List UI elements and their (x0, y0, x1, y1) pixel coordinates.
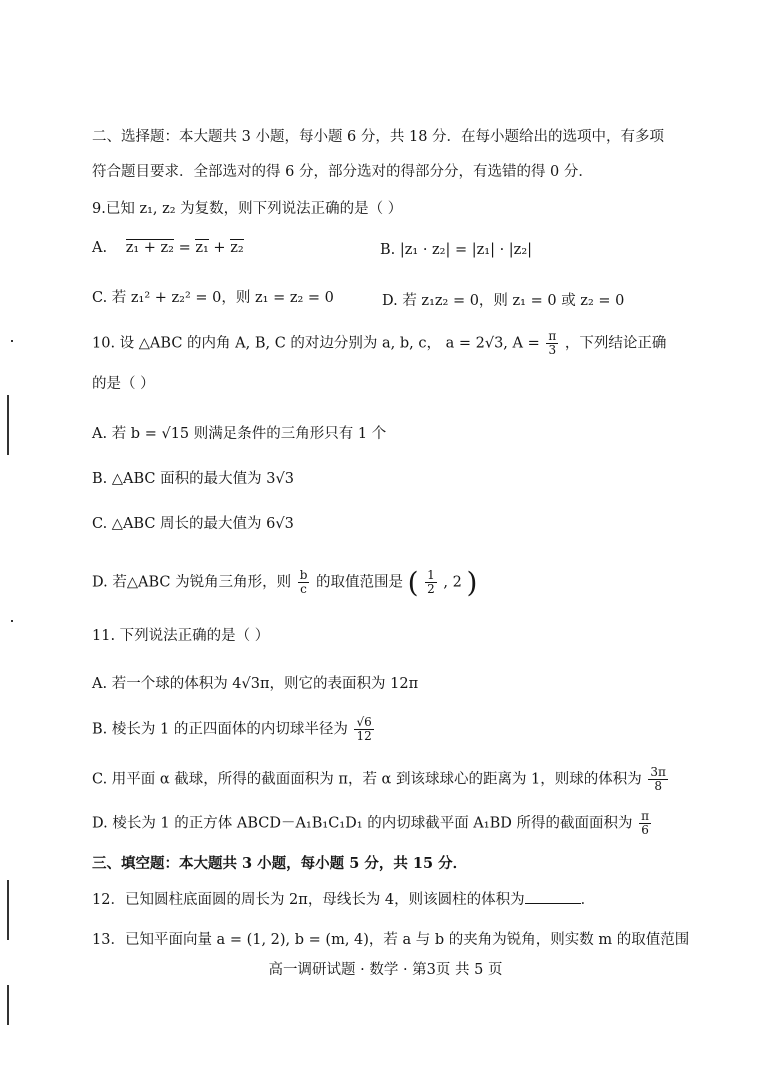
q13: 13．已知平面向量 a = (1, 2), b = (m, 4)，若 a 与 b 的夹角为锐角，则实数 m 的取值范围 (92, 932, 690, 948)
q10-option-c: C. △ABC 周长的最大值为 6√3 (92, 516, 294, 532)
q11-stem: 11. 下列说法正确的是（ ） (92, 628, 270, 644)
q10-stem-part1: 10. 设 △ABC 的内角 A, B, C 的对边分别为 a, b, c， a = 2√3, A = (92, 335, 540, 352)
section3-title: 三、填空题：本大题共 3 小题，每小题 5 分，共 15 分． (92, 855, 468, 872)
q12-tail: ． (580, 892, 596, 908)
q11-option-b (92, 716, 376, 743)
binding-mark (7, 395, 9, 455)
q10-stem-1 (92, 330, 666, 357)
q11-option-c (92, 766, 670, 793)
q11-option-c-frac: $\frac{3\pi}{8}$ (650, 765, 666, 793)
binding-mark (7, 985, 9, 1025)
q11-option-b-text: B. 棱长为 1 的正四面体的内切球半径为 (92, 721, 348, 738)
q11-option-d-text: D. 棱长为 1 的正方体 ABCD－A₁B₁C₁D₁ 的内切球截平面 A₁BD 所得的截面面积为 (92, 815, 633, 832)
binding-mark (7, 880, 9, 940)
q9-option-b (380, 242, 532, 258)
q10-option-d (92, 566, 477, 599)
q10-stem-2: 的是（ ） (92, 376, 155, 392)
q9-option-b-label: B. (380, 242, 396, 258)
q10-close-paren: ) (466, 566, 478, 599)
q10-option-d-part2: 的取值范围是 (315, 574, 403, 591)
q11-option-a: A. 若一个球的体积为 4√3π，则它的表面积为 12π (92, 676, 419, 692)
q12-answer-blank[interactable] (525, 891, 581, 904)
q9-option-d: D. 若 z₁z₂ = 0，则 z₁ = 0 或 z₂ = 0 (382, 293, 625, 309)
q9-option-c: C. 若 z₁² + z₂² = 0，则 z₁ = z₂ = 0 (92, 290, 334, 306)
q11-option-d-frac: $\frac{\pi}{6}$ (641, 809, 649, 837)
q10-option-d-part1: D. 若△ABC 为锐角三角形，则 (92, 574, 292, 591)
q11-option-d (92, 810, 653, 837)
section2-line1: 二、选择题：本大题共 3 小题，每小题 6 分，共 18 分．在每小题给出的选项中，有多项 (92, 129, 665, 145)
q10-option-b: B. △ABC 面积的最大值为 3√3 (92, 471, 294, 487)
binding-dot (11, 340, 13, 342)
q10-one-half: $\frac{1}{2}$ (427, 568, 435, 596)
page-footer: 高一调研试题 · 数学 · 第3页 共 5 页 (268, 962, 503, 978)
q9-stem: 9.已知 z₁, z₂ 为复数，则下列说法正确的是（ ） (92, 201, 403, 217)
q10-option-a: A. 若 b = √15 则满足条件的三角形只有 1 个 (92, 426, 387, 442)
q10-stem-part2: ，下列结论正确 (564, 335, 667, 352)
binding-dot (11, 620, 13, 622)
q12 (92, 888, 595, 909)
q9-option-a-formula: z₁ + z₂ = z₁ + z₂ (125, 240, 244, 256)
q10-b-over-c: $\frac{b}{c}$ (299, 568, 308, 596)
q12-stem: 12．已知圆柱底面圆的周长为 2π，母线长为 4，则该圆柱的体积为 (92, 892, 525, 908)
q10-open-paren: ( (407, 566, 419, 599)
q11-option-b-frac: $\frac{√6}{12}$ (356, 715, 372, 743)
q9-option-a (92, 240, 244, 256)
q10-pi-over-3: $\frac{\pi}{3}$ (548, 329, 557, 357)
q10-option-d-upper: , 2 (443, 574, 462, 591)
q9-option-b-formula: |z₁ · z₂| = |z₁| · |z₂| (399, 242, 533, 258)
q9-option-a-label: A. (92, 240, 108, 256)
q11-option-c-text: C. 用平面 α 截球，所得的截面面积为 π，若 α 到该球球心的距离为 1，则球的体积为 (92, 771, 642, 788)
section2-line2: 符合题目要求．全部选对的得 6 分，部分选对的得部分分，有选错的得 0 分． (92, 164, 593, 180)
